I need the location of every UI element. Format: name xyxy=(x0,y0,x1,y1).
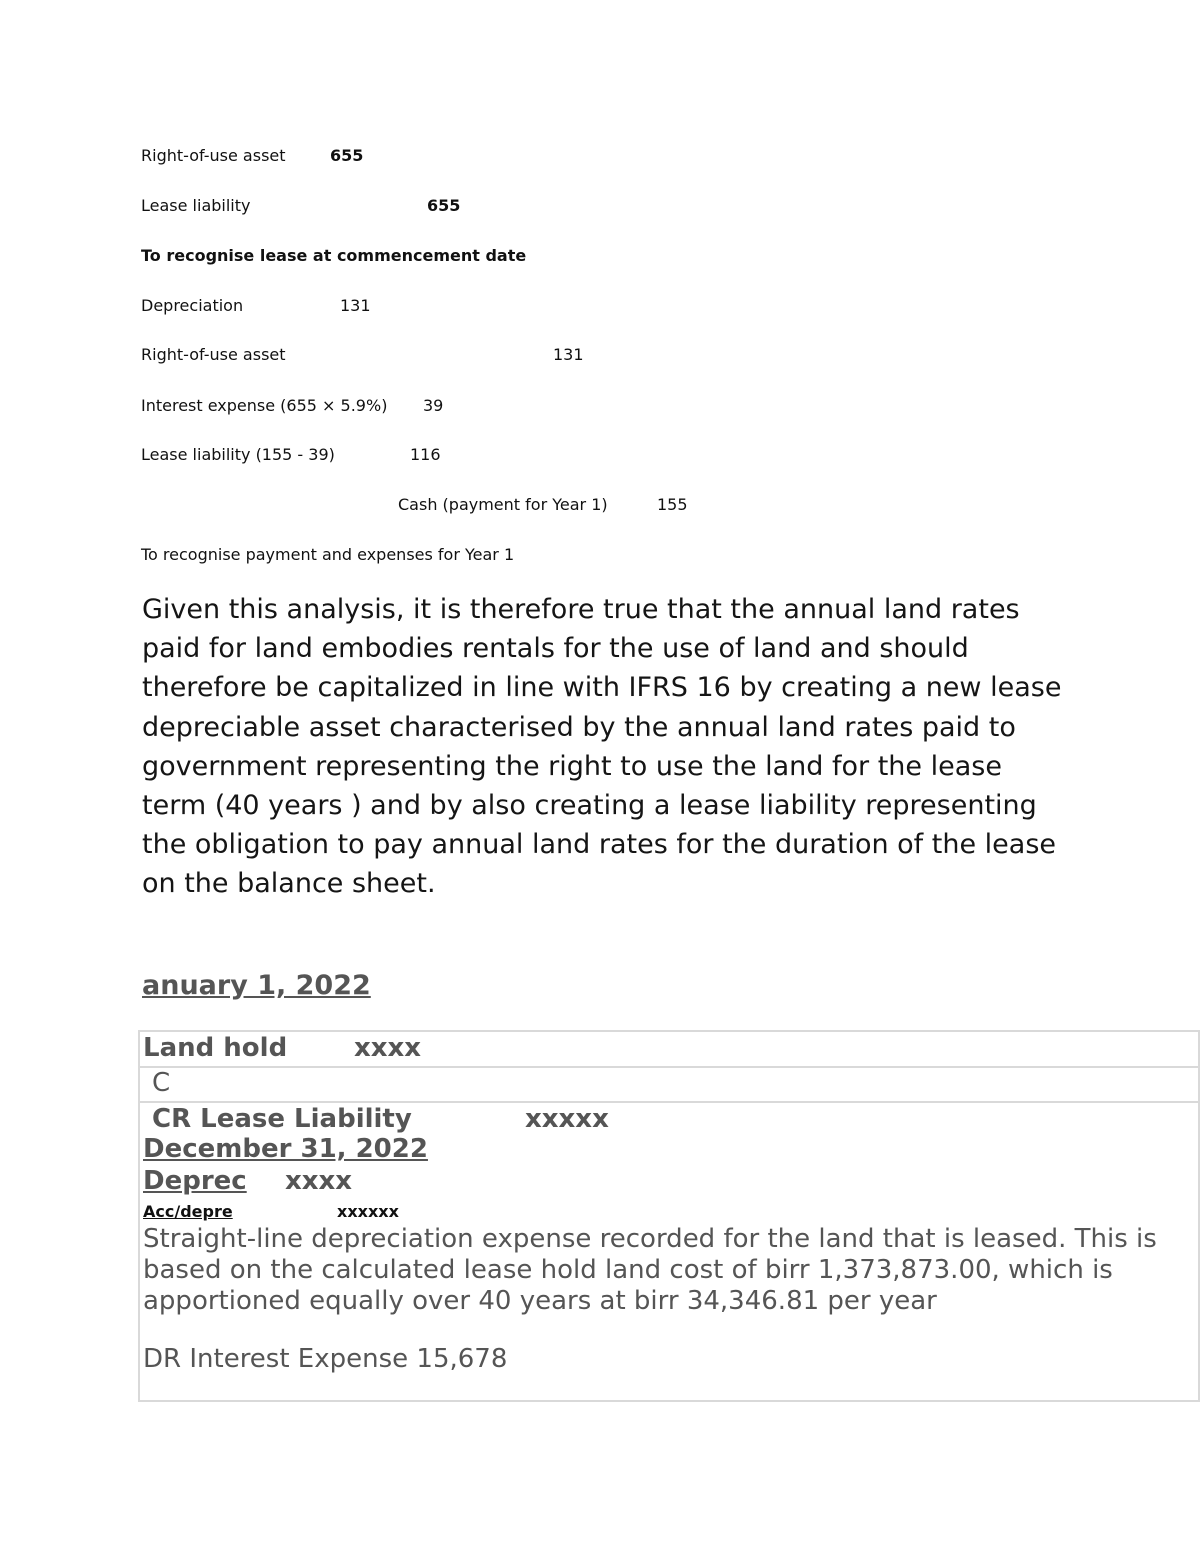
journal-narration-year1: To recognise payment and expenses for Year 1 xyxy=(141,545,515,564)
journal-line-interest-expense xyxy=(141,396,444,416)
table-amount: xxxxxx xyxy=(337,1202,399,1221)
january-heading: anuary 1, 2022 xyxy=(142,970,371,1001)
journal-line-cash xyxy=(398,495,688,515)
table-row-divider xyxy=(140,1066,1198,1068)
table-row-divider xyxy=(140,1101,1198,1103)
journal-amount: 131 xyxy=(553,345,584,364)
journal-amount: 655 xyxy=(427,196,461,215)
journal-line-rou-asset xyxy=(141,146,364,166)
table-row-deprec xyxy=(143,1166,353,1196)
journal-line-rou-asset-credit xyxy=(141,345,584,365)
table-row-c: C xyxy=(152,1068,171,1098)
table-amount: xxxx xyxy=(354,1033,422,1063)
table-row-cr-lease-liability xyxy=(152,1104,609,1134)
journal-line-depreciation xyxy=(141,296,371,316)
journal-line-lease-liability xyxy=(141,196,461,216)
depreciation-description: Straight-line depreciation expense recorded for the land that is leased. This is based on the calculated lease hold land cost of birr 1,373,873.00, which is apportioned equally over 40 years at birr 34,346.81 per year xyxy=(143,1224,1157,1316)
journal-amount: 39 xyxy=(423,396,444,415)
journal-amount: 155 xyxy=(657,495,688,514)
table-label: Land hold xyxy=(143,1033,288,1063)
journal-line-lease-liability-reduction xyxy=(141,445,441,465)
journal-label: Depreciation xyxy=(141,296,244,315)
journal-label: Lease liability (155 - 39) xyxy=(141,445,335,464)
table-label: Deprec xyxy=(143,1166,247,1196)
journal-label: Lease liability xyxy=(141,196,251,215)
journal-narration-commencement: To recognise lease at commencement date xyxy=(141,246,527,265)
journal-table xyxy=(138,1030,1200,1402)
journal-label: Cash (payment for Year 1) xyxy=(398,495,608,514)
table-label: Acc/depre xyxy=(143,1202,233,1221)
table-amount: xxxx xyxy=(285,1166,353,1196)
december-heading: December 31, 2022 xyxy=(143,1134,428,1164)
table-amount: xxxxx xyxy=(525,1104,609,1134)
journal-label: Interest expense (655 × 5.9%) xyxy=(141,396,388,415)
analysis-paragraph: Given this analysis, it is therefore true that the annual land rates paid for land embodies rentals for the use of land and should therefore be capitalized in line with IFRS 16 by creating a new lease depreciable asset characterised by the annual land rates paid to government representing the right to use the land for the lease term (40 years ) and by also creating a lease liability representing the obligation to pay annual land rates for the duration of the lease on the balance sheet. xyxy=(142,594,1062,900)
table-row-acc-depre xyxy=(143,1202,399,1221)
journal-amount: 131 xyxy=(340,296,371,315)
journal-label: Right-of-use asset xyxy=(141,146,286,165)
journal-amount: 116 xyxy=(410,445,441,464)
table-label: CR Lease Liability xyxy=(152,1104,412,1134)
journal-amount: 655 xyxy=(330,146,364,165)
interest-expense-line: DR Interest Expense 15,678 xyxy=(143,1344,508,1374)
journal-label: Right-of-use asset xyxy=(141,345,286,364)
table-row-land-hold xyxy=(143,1033,422,1063)
